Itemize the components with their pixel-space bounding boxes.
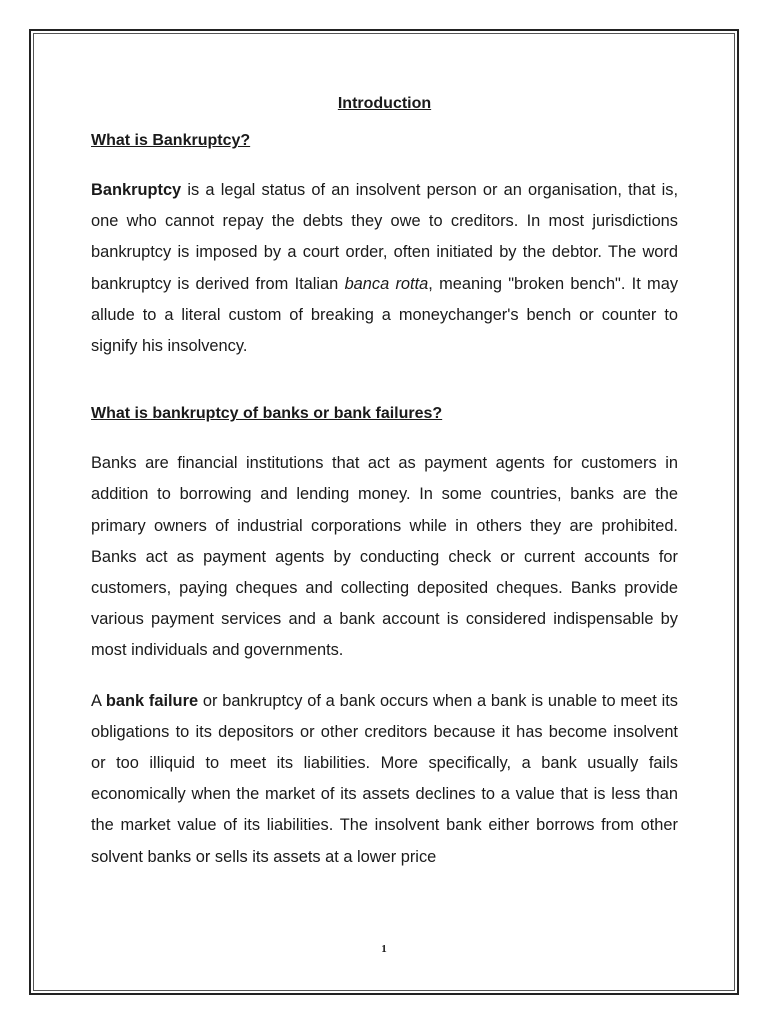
- section-heading-bankruptcy: What is Bankruptcy?: [91, 132, 251, 149]
- paragraph-text: A: [91, 691, 106, 710]
- paragraph-text: , meaning "broken bench". It may allude to a literal custom of breaking a moneychanger's bench or counter to signify his insolvency.: [91, 274, 679, 356]
- paragraph-bankruptcy-definition: [91, 175, 678, 362]
- paragraph-text: is a legal status of an insolvent person or an organisation, that is, one who cannot repay the debts they owe to creditors. In most jurisdictions bankruptcy is imposed by a court order, often initiated by the debtor. The word bankruptcy is derived from Italian: [91, 181, 678, 293]
- section-heading-bank-failures: What is bankruptcy of banks or bank failures?: [91, 405, 443, 423]
- bold-term-bank-failure: bank failure: [105, 691, 199, 710]
- bold-term-bankruptcy: Bankruptcy: [91, 181, 182, 199]
- italic-term-banca-rotta: banca rotta: [344, 274, 429, 293]
- page-number: 1: [381, 943, 387, 955]
- paragraph-bank-failure: [91, 686, 678, 873]
- document-body: [91, 92, 678, 873]
- document-title: Introduction: [337, 95, 432, 112]
- paragraph-banks-description: Banks are financial institutions that act as payment agents for customers in addition to borrowing and lending money. In some countries, banks are the primary owners of industrial corporations while in others they are prohibited. Banks act as payment agents by conducting check or current accounts for customers, paying cheques and collecting deposited cheques. Banks provide various payment services and a bank account is considered indispensable by most individuals and governments.: [91, 454, 678, 660]
- paragraph-text: or bankruptcy of a bank occurs when a bank is unable to meet its obligations to its depositors or other creditors because it has become insolvent or too illiquid to meet its liabilities. More specifically, a bank usually fails economically when the market of its assets declines to a value that is less than the market value of its liabilities. The insolvent bank either borrows from other solvent banks or sells its assets at a lower price: [91, 691, 678, 866]
